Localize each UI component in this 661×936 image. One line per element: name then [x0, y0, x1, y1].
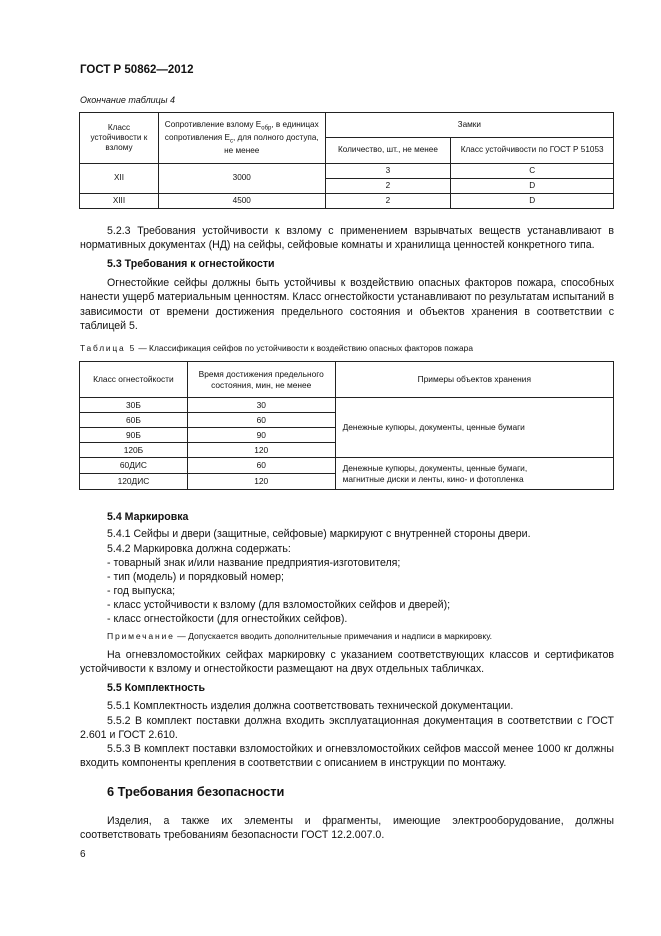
- paragraph-5-5-1: 5.5.1 Комплектность изделия должна соответствовать технической документации.: [107, 700, 514, 712]
- table5-cell-objects: Денежные купюры, документы, ценные бумаги: [335, 398, 613, 458]
- section-6-heading: 6 Требования безопасности: [107, 784, 285, 799]
- list-item: - класс устойчивости к взлому (для взломостойких сейфов и дверей);: [107, 599, 451, 611]
- list-item: - год выпуска;: [107, 585, 176, 597]
- table5-cell-time: 60: [187, 458, 335, 474]
- table4-cell-class: XIII: [80, 194, 159, 209]
- paragraph-5-4-2: 5.4.2 Маркировка должна содержать:: [107, 543, 291, 555]
- document-header: ГОСТ Р 50862—2012: [80, 64, 194, 76]
- table5-cell-time: 30: [187, 398, 335, 413]
- table5-header-time: Время достижения предельного состояния, мин, не менее: [187, 362, 335, 398]
- table4-header-class: Класс устойчивости к взлому: [80, 113, 159, 164]
- paragraph-6: Изделия, а также их элементы и фрагменты, имеющие электрооборудование, должны соответствовать требованиям безопасности ГОСТ 12.2.007.0.: [80, 815, 614, 842]
- paragraph-5-4-1: 5.4.1 Сейфы и двери (защитные, сейфовые) маркируют с внутренней стороны двери.: [107, 528, 531, 540]
- table5-cell-time: 120: [187, 474, 335, 490]
- table4-cell-resistance: 4500: [158, 194, 325, 209]
- table5-header-objects: Примеры объектов хранения: [335, 362, 613, 398]
- paragraph-5-3: Огнестойкие сейфы должны быть устойчивы к воздействию опасных факторов пожара, способных нанести ущерб материальным ценностям. Класс огнестойкости устанавливают по результатам испытаний в зависимости от времени достижения предельного состояния и объектов хранения в соответствии с таблицей 5.: [80, 277, 614, 332]
- paragraph-5-2-3: 5.2.3 Требования устойчивости к взлому с применением взрывчатых веществ устанавливают в нормативных документах (НД) на сейфы, сейфовые комнаты и хранилища ценностей конкретного типа.: [80, 225, 614, 252]
- table5-cell-objects: Денежные купюры, документы, ценные бумаги, магнитные диски и ленты, кино- и фотопленка: [335, 458, 613, 490]
- table4-cell-class: XII: [80, 164, 159, 194]
- table5-cell-class: 90Б: [80, 428, 188, 443]
- table4-header-lock-class: Класс устойчивости по ГОСТ Р 51053: [451, 138, 614, 164]
- table4-header-quantity: Количество, шт., не менее: [325, 138, 451, 164]
- table5-cell-class: 120ДИС: [80, 474, 188, 490]
- note: Примечание — Допускается вводить дополнительные примечания и надписи в маркировку.: [107, 631, 493, 641]
- paragraph-5-4-marking: На огневзломостойких сейфах маркировку с указанием соответствующих классов и сертификатов устойчивости к взлому и огнестойкости размещают на двух отдельных табличках.: [80, 649, 614, 676]
- list-item: - тип (модель) и порядковый номер;: [107, 571, 284, 583]
- table4-cell-quantity: 3: [325, 164, 451, 179]
- page-number: 6: [80, 849, 86, 860]
- list-item: - класс огнестойкости (для огнестойких сейфов).: [107, 613, 348, 625]
- table4-header-resistance: Сопротивление взлому $E_{обр}$, в единицах сопротивления $E_c$, для полного доступа, не менее: [158, 113, 325, 164]
- table5-caption: Таблица 5 — Классификация сейфов по устойчивости к воздействию опасных факторов пожара: [80, 343, 473, 353]
- table4-cell-lock-class: D: [451, 194, 614, 209]
- table4-cell-lock-class: D: [451, 179, 614, 194]
- table5-cell-time: 90: [187, 428, 335, 443]
- table5-cell-class: 60ДИС: [80, 458, 188, 474]
- list-item: - товарный знак и/или название предприятия-изготовителя;: [107, 557, 401, 569]
- section-5-5-heading: 5.5 Комплектность: [107, 682, 205, 694]
- table5-cell-class: 30Б: [80, 398, 188, 413]
- table4-cell-lock-class: C: [451, 164, 614, 179]
- table4-caption: Окончание таблицы 4: [80, 95, 175, 105]
- table5-cell-class: 120Б: [80, 443, 188, 458]
- paragraph-5-5-2: 5.5.2 В комплект поставки должна входить эксплуатационная документация в соответствии с ГОСТ 2.601 и ГОСТ 2.610.: [80, 715, 614, 742]
- table4-header-locks: Замки: [325, 113, 613, 138]
- table-5: [79, 361, 614, 490]
- table5-cell-time: 60: [187, 413, 335, 428]
- section-5-3-heading: 5.3 Требования к огнестойкости: [107, 258, 275, 270]
- section-5-4-heading: 5.4 Маркировка: [107, 511, 189, 523]
- paragraph-5-5-3: 5.5.3 В комплект поставки взломостойких и огневзломостойких сейфов массой менее 1000 кг должны входить компоненты крепления в соответствии с описанием в инструкции по монтажу.: [80, 743, 614, 770]
- table5-header-class: Класс огнестойкости: [80, 362, 188, 398]
- table4-cell-quantity: 2: [325, 194, 451, 209]
- table-4: [79, 112, 614, 209]
- table4-cell-quantity: 2: [325, 179, 451, 194]
- table4-cell-resistance: 3000: [158, 164, 325, 194]
- table5-cell-class: 60Б: [80, 413, 188, 428]
- table5-cell-time: 120: [187, 443, 335, 458]
